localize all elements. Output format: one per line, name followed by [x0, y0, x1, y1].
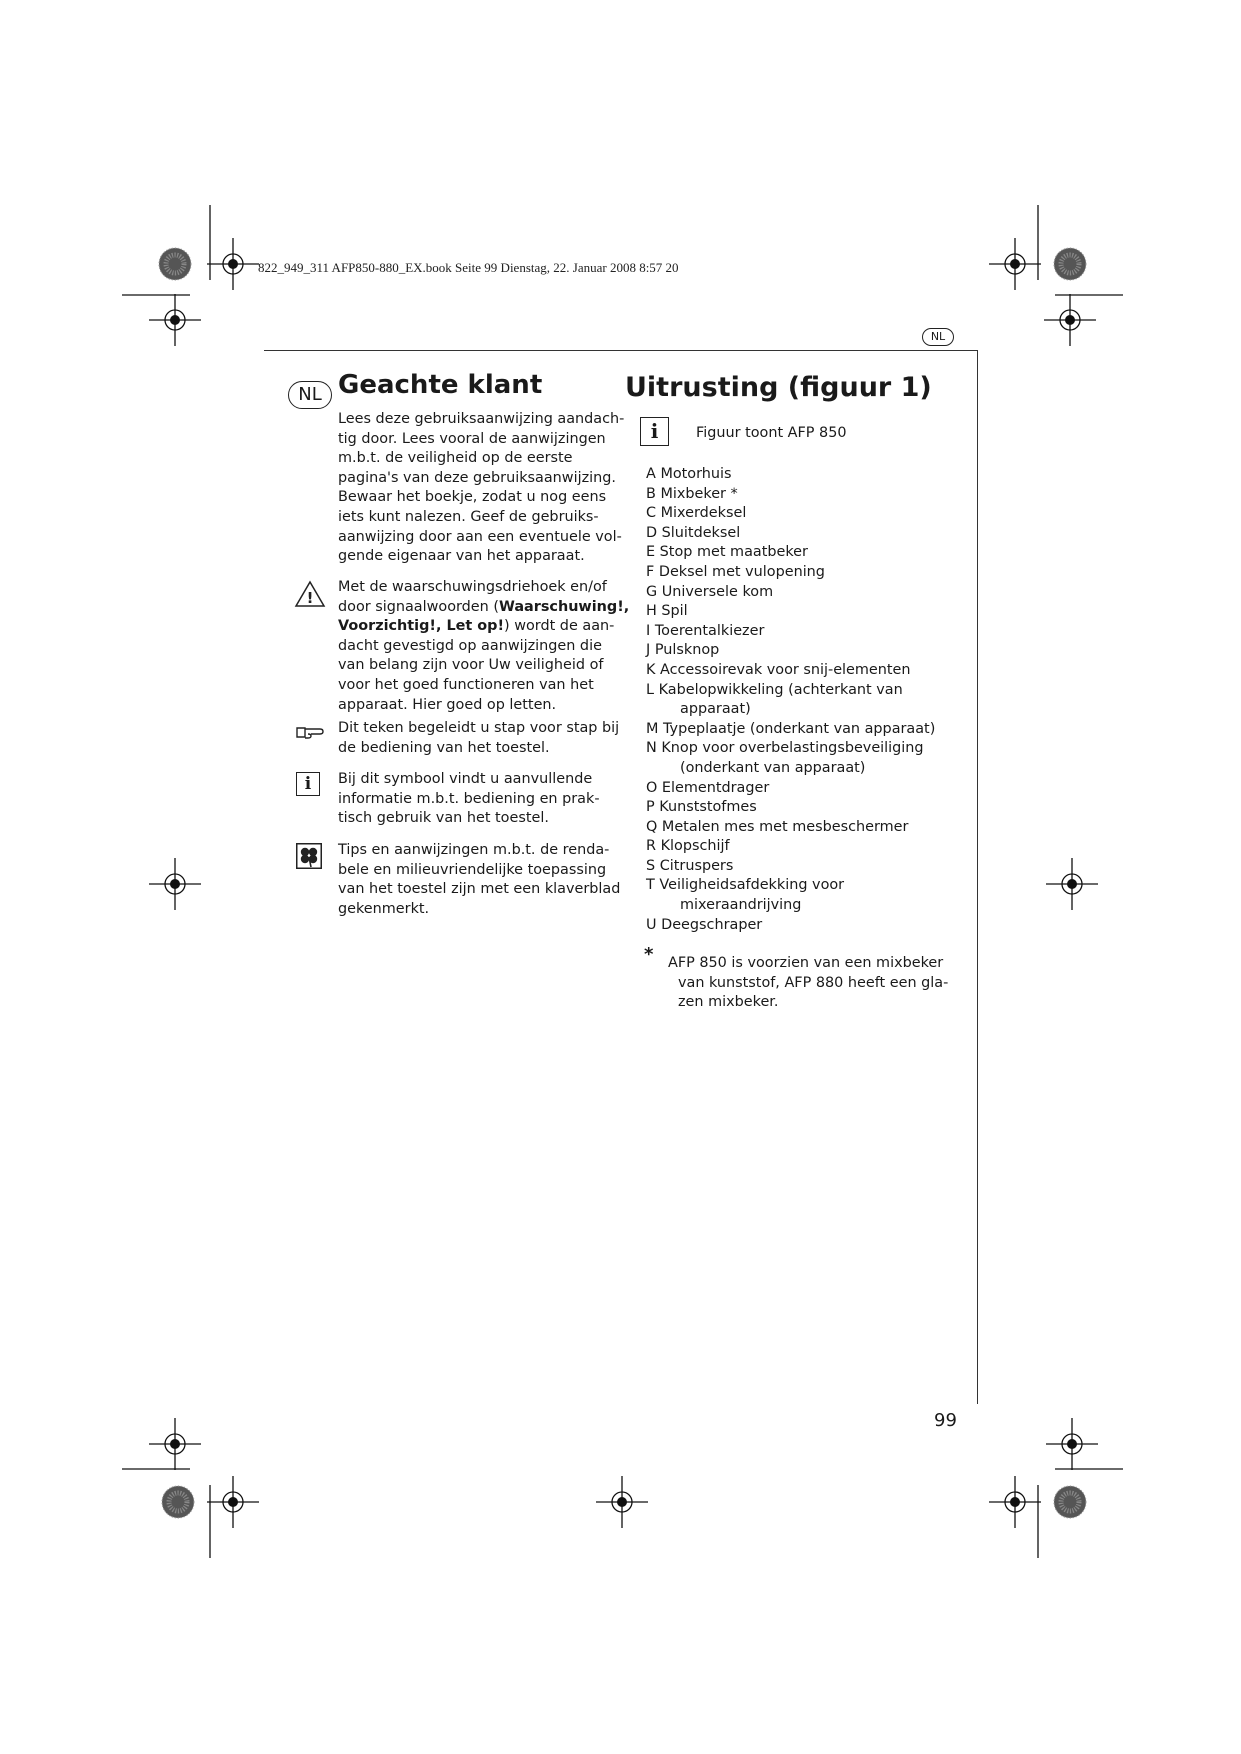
- registration-mark-icon: [207, 1476, 259, 1528]
- list-item: K Accessoirevak voor snij-elementen: [646, 661, 911, 678]
- list-item: I Toerentalkiezer: [646, 622, 765, 639]
- list-item: J Pulsknop: [646, 642, 720, 659]
- footnote-mark: *: [644, 944, 654, 965]
- registration-mark-icon: [149, 294, 201, 346]
- registration-mark-icon: [149, 858, 201, 910]
- registration-mark-icon: [1046, 858, 1098, 910]
- list-item: C Mixerdeksel: [646, 505, 747, 522]
- frame-right-rule: [977, 350, 978, 1404]
- pointing-hand-icon: [296, 724, 324, 740]
- list-item: B Mixbeker *: [646, 485, 738, 502]
- color-wheel-icon: [1054, 1486, 1086, 1518]
- registration-mark-icon: [989, 1476, 1041, 1528]
- registration-mark-icon: [989, 238, 1041, 290]
- list-item: M Typeplaatje (onderkant van apparaat): [646, 720, 936, 737]
- info-icon: i: [296, 772, 320, 796]
- parts-list: [646, 465, 935, 935]
- list-item-continuation: mixeraandrijving: [680, 897, 802, 914]
- eco-paragraph: Tips en aanwijzingen m.b.t. de renda- bele en milieuvriendelijke toepassing van het toestel zijn met een klaverblad gekenmerkt.: [338, 842, 621, 917]
- list-item: P Kunststofmes: [646, 799, 757, 816]
- list-item-continuation: (onderkant van apparaat): [680, 759, 866, 776]
- registration-mark-icon: [596, 1476, 648, 1528]
- registration-mark-icon: [207, 238, 259, 290]
- list-item: G Universele kom: [646, 583, 774, 600]
- list-item: E Stop met maatbeker: [646, 544, 808, 561]
- list-item: T Veiligheidsafdekking voor: [646, 877, 845, 894]
- color-wheel-icon: [1054, 248, 1086, 280]
- info-icon: i: [640, 417, 669, 446]
- frame-top-rule: [264, 350, 978, 351]
- footnote: AFP 850 is voorzien van een mixbeker van kunststof, AFP 880 heeft een gla- zen mixbeker.: [668, 955, 949, 1011]
- list-item: D Sluitdeksel: [646, 524, 741, 541]
- list-item: F Deksel met vulopening: [646, 563, 825, 580]
- figure-note: Figuur toont AFP 850: [696, 425, 847, 441]
- registration-mark-icon: [1044, 294, 1096, 346]
- language-badge-small: NL: [922, 328, 954, 346]
- print-header: 822_949_311 AFP850-880_EX.book Seite 99 Dienstag, 22. Januar 2008 8:57 20: [258, 260, 679, 275]
- info-paragraph: Bij dit symbool vindt u aanvullende informatie m.b.t. bediening en prak- tisch gebruik van het toestel.: [338, 771, 600, 827]
- list-item: H Spil: [646, 603, 688, 620]
- color-wheel-icon: [162, 1486, 194, 1518]
- page-number: 99: [934, 1410, 957, 1431]
- list-item: R Klopschijf: [646, 838, 730, 855]
- svg-text:!: !: [306, 589, 314, 607]
- warning-triangle-icon: [294, 580, 326, 608]
- list-item: N Knop voor overbelastingsbeveiliging: [646, 740, 924, 757]
- intro-paragraph: Lees deze gebruiksaanwijzing aandach- tig door. Lees vooral de aanwijzingen m.b.t. de veiligheid op de eerste pagina's van deze gebruiksaanwijzing. Bewaar het boekje, zodat u nog eens iets kunt nalezen. Geef de gebruiks- aanwijzing door aan een eventuele vol- gende eigenaar van het apparaat.: [338, 411, 625, 565]
- color-wheel-icon: [159, 248, 191, 280]
- list-item: Q Metalen mes met mesbeschermer: [646, 818, 909, 835]
- warning-paragraph: Met de waarschuwingsdriehoek en/of door signaalwoorden (Waarschuwing!, Voorzichtig!, Let op!) wordt de aan- dacht gevestigd op aanwijzingen die van belang zijn voor Uw veiligheid of voor het goed functioneren van het apparaat. Hier goed op letten.: [338, 579, 630, 713]
- language-badge: NL: [288, 381, 332, 409]
- list-item: A Motorhuis: [646, 466, 732, 482]
- list-item: O Elementdrager: [646, 779, 770, 796]
- list-item: U Deegschraper: [646, 916, 763, 933]
- step-paragraph: Dit teken begeleidt u stap voor stap bij de bediening van het toestel.: [338, 720, 620, 756]
- section-title-geachte-klant: Geachte klant: [338, 370, 543, 400]
- list-item: L Kabelopwikkeling (achterkant van: [646, 681, 903, 698]
- list-item: S Citruspers: [646, 857, 734, 874]
- section-title-uitrusting: Uitrusting (figuur 1): [625, 372, 932, 403]
- list-item-continuation: apparaat): [680, 701, 751, 718]
- registration-mark-icon: [149, 1418, 201, 1470]
- registration-mark-icon: [1046, 1418, 1098, 1470]
- clover-icon: [296, 843, 322, 869]
